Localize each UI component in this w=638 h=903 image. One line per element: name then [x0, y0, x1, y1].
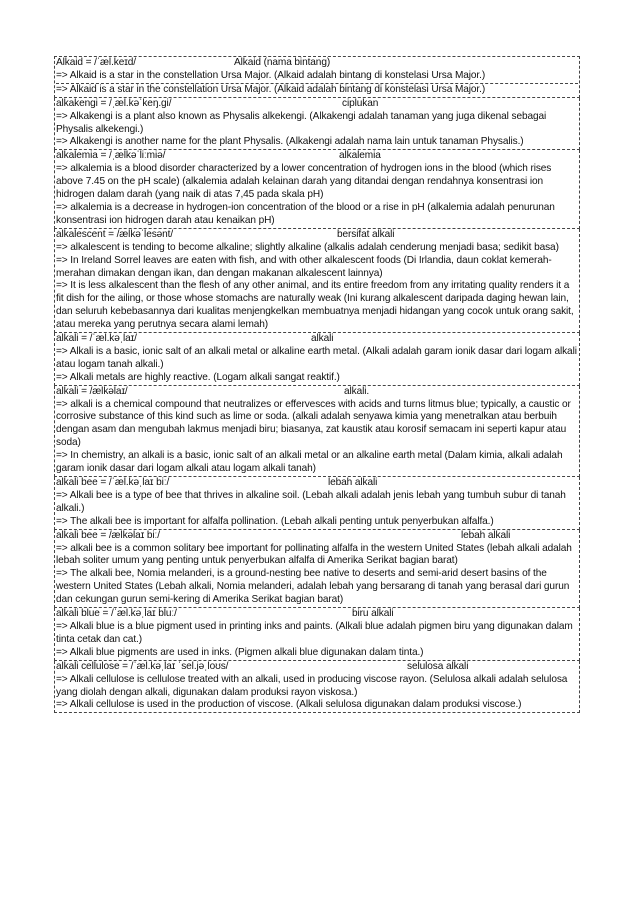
entry-alkali-1	[54, 333, 580, 386]
entry-translation: lebah alkali	[328, 477, 378, 488]
example-line: => alkalescent is tending to become alkaline; slightly alkaline (alkalis adalah cenderung menjadi basa; sedikit basa)	[56, 241, 559, 253]
entry-headword-pronunciation: alkali = /ælkəlaɪ/	[56, 385, 128, 397]
entry-header	[56, 57, 578, 70]
example-line: => Alkaid is a star in the constellation Ursa Major. (Alkaid adalah bintang di konstelasi Ursa Major.)	[56, 69, 486, 81]
dictionary-page	[54, 56, 580, 713]
example-line: => alkali is a chemical compound that neutralizes or effervesces with acids and turns litmus blue; typically, a caustic or corrosive substance of this kind such as lime or soda. (alkali adalah senyawa kimia yang menetralkan atau berbuih dengan asam dan mengubah lakmus menjadi biru; biasanya, zat kaustik atau korosif semacam ini seperti kapur atau soda)	[56, 398, 571, 449]
example-line: => Alkali cellulose is used in the production of viscose. (Alkali selulosa digunakan dalam produksi viscose.)	[56, 699, 522, 711]
example-line: => In Ireland Sorrel leaves are eaten with fish, and with other alkalescent foods (Di Irlandia, daun coklat kemerah-merahan dimakan dengan ikan, dan dengan makanan alkalescent lainnya)	[56, 254, 552, 279]
example-line: => Alkali cellulose is cellulose treated with an alkali, used in producing viscose rayon. (Selulosa alkali adalah selulosa yang diolah dengan alkali, digunakan dalam produksi rayon viskosa.)	[56, 673, 568, 698]
example-line: => Alkakengi is another name for the plant Physalis. (Alkakengi adalah nama lain untuk tanaman Physalis.)	[56, 136, 524, 148]
example-line: => Alkali blue pigments are used in inks. (Pigmen alkali blue digunakan dalam tinta.)	[56, 646, 424, 658]
entry-translation: lebah alkali	[461, 529, 511, 541]
example-line: => Alkali blue is a blue pigment used in printing inks and paints. (Alkali blue adalah pigmen biru yang digunakan dalam tinta cetak dan cat.)	[56, 620, 573, 645]
example-line: => alkalemia is a blood disorder characterized by a lower concentration of hydrogen ions in the blood (which rises above 7.45 on the pH scale) (alkalemia adalah kelainan darah yang ditandai dengan rendahnya konsentrasi ion hidrogen dalam darah (yang naik di atas 7,45 pada skala pH)	[56, 163, 552, 201]
example-line: => It is less alkalescent than the flesh of any other animal, and its entire freedom from any irritating quality renders it a fit dish for the ailing, or those whose stomachs are naturally weak (Ini kurang alkalescent daripada daging hewan lain, dan seluruh kebebasannya dari kualitas menjengkelkan membuatnya menjadi hidangan yang cocok untuk orang sakit, atau mereka yang perutnya secara alami lemah)	[56, 280, 574, 331]
entry-headword-pronunciation: alkali cellulose = /ˈæl.kəˌlaɪ ˈsel.jəˌloʊs/	[56, 660, 229, 672]
entry-headword-pronunciation: alkalescent = /ælkəˈlesənt/	[56, 228, 174, 240]
entry-headword-pronunciation: alkali blue = /ˈæl.kəˌlaɪ bluː/	[56, 608, 177, 620]
entry-translation: alkali	[311, 333, 334, 345]
example-line: => Alkali bee is a type of bee that thrives in alkaline soil. (Lebah alkali adalah jenis lebah yang tumbuh subur di tanah alkali.)	[56, 489, 566, 514]
entry-headword-pronunciation: alkali bee = /ælkəlaɪ biː/	[56, 529, 160, 541]
example-line: => Alkali metals are highly reactive. (Logam alkali sangat reaktif.)	[56, 371, 340, 383]
entry-header	[56, 608, 578, 621]
entry-headword-pronunciation: alkalemia = /ˌælkəˈliːmiə/	[56, 150, 166, 162]
entry-header	[56, 150, 578, 163]
entry-header	[56, 333, 578, 346]
example-line: => Alkali is a basic, ionic salt of an alkali metal or alkaline earth metal. (Alkali adalah garam ionik dasar dari logam alkali atau logam tanah alkali.)	[56, 345, 577, 370]
entry-alkakengi	[54, 98, 580, 151]
entry-headword-pronunciation: Alkaid = /ˈæl.keɪd/	[56, 57, 136, 68]
entry-translation: alkalemia	[339, 150, 381, 162]
entry-header	[56, 530, 578, 543]
entry-header	[56, 661, 578, 674]
entry-alkali-bee-2	[54, 530, 580, 608]
entry-headword-pronunciation: alkali bee = /ˈæl.kəˌlaɪ biː/	[56, 477, 170, 488]
entry-alkalemia	[54, 150, 580, 228]
example-line: => Alkakengi is a plant also known as Physalis alkekengi. (Alkakengi adalah tanaman yang juga dikenal sebagai Physalis alkekengi.)	[56, 110, 547, 135]
entry-translation: bersifat alkali	[337, 228, 395, 240]
entry-header	[56, 477, 578, 490]
entry-translation: selulosa alkali	[407, 660, 469, 672]
example-line: => In chemistry, an alkali is a basic, ionic salt of an alkali metal or an alkaline earth metal (Dalam kimia, alkali adalah garam ionik dasar dari logam alkali atau logam alkali tanah)	[56, 450, 563, 475]
entry-alkali-cellulose	[54, 661, 580, 714]
example-line: => alkalemia is a decrease in hydrogen-ion concentration of the blood or a rise in pH (alkalemia adalah penurunan konsentrasi ion hidrogen darah atau kenaikan pH)	[56, 201, 555, 226]
entry-translation: ciplukan	[342, 97, 379, 109]
entry-headword-pronunciation: alkakengi = /ˌæl.kəˈkeŋ.ɡi/	[56, 97, 172, 109]
entry-header	[56, 229, 578, 242]
example-line: => alkali bee is a common solitary bee important for pollinating alfalfa in the western United States (lebah alkali adalah lebah soliter umum yang penting untuk penyerbukan alfalfa di Amerika Serikat bagian barat)	[56, 542, 572, 567]
entry-alkalescent	[54, 229, 580, 333]
entry-translation: biru alkali	[352, 608, 394, 620]
entry-translation: alkali.	[344, 385, 370, 397]
example-line: => Alkaid is a star in the constellation Ursa Major. (Alkaid adalah bintang di konstelasi Ursa Major.)	[56, 83, 578, 97]
entry-header	[56, 386, 578, 399]
entry-alkaid	[54, 56, 580, 98]
example-line: => The alkali bee, Nomia melanderi, is a ground-nesting bee native to deserts and semi-arid desert basins of the western United States (Lebah alkali, Nomia melanderi, adalah lebah yang bersarang di tanah yang berasal dari gurun dan cekungan gurun semi-kering di Amerika Serikat bagian barat)	[56, 568, 570, 606]
example-line: => The alkali bee is important for alfalfa pollination. (Lebah alkali penting untuk penyerbukan alfalfa.)	[56, 515, 494, 527]
entry-alkali-blue	[54, 608, 580, 661]
entry-alkali-bee-1	[54, 477, 580, 530]
entry-alkali-2	[54, 386, 580, 477]
entry-translation: Alkaid (nama bintang)	[234, 57, 331, 68]
entry-header	[56, 98, 578, 111]
entry-headword-pronunciation: alkali = /ˈæl.kəˌlaɪ/	[56, 333, 137, 345]
